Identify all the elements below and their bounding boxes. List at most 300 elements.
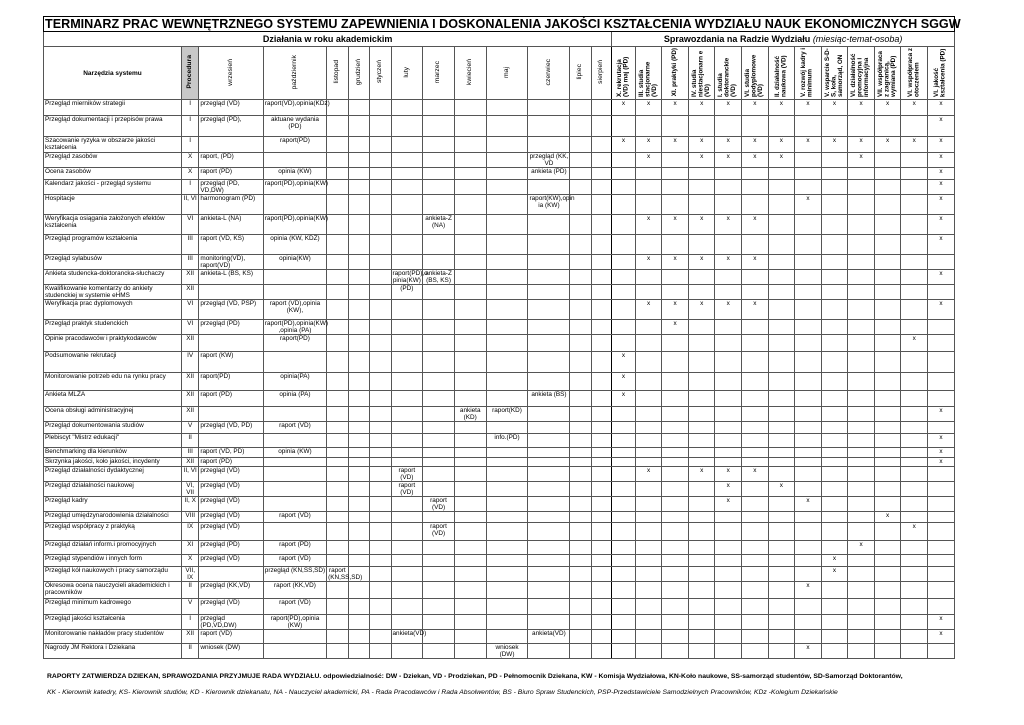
month-cell: ankieta(VD) [391,630,423,644]
report-mark [768,285,795,300]
month-cell [591,467,611,482]
month-cell [454,180,486,195]
procedure-cell: VI, VII [182,482,199,497]
report-mark [662,153,689,168]
month-cell [454,467,486,482]
reports-section-header: Sprawozdania na Radzie Wydziału (miesiąc-temat-osoba) [612,32,955,47]
month-cell [454,100,486,116]
month-cell [391,195,423,215]
report-mark: x [927,153,954,168]
report-mark [662,523,689,541]
month-cell [370,100,391,116]
month-cell [327,541,348,555]
month-cell [570,285,591,300]
report-mark [612,541,636,555]
month-cell: przegląd (VD) [199,512,263,523]
month-cell [348,644,369,659]
month-cell [370,630,391,644]
report-mark [715,270,742,285]
report-mark [715,285,742,300]
report-mark [901,615,928,630]
month-cell [348,541,369,555]
report-mark [768,448,795,458]
procedure-cell: I [182,100,199,116]
report-mark [635,285,662,300]
month-cell [591,320,611,335]
report-mark [901,255,928,270]
report-mark [662,391,689,407]
report-mark [795,458,822,467]
month-cell [370,615,391,630]
month-cell [348,422,369,434]
month-cell: opinia(PA) [263,373,326,391]
month-cell [348,599,369,615]
month-cell: raport(PD) [263,335,326,352]
report-mark [901,541,928,555]
month-cell [327,100,348,116]
month-cell [370,497,391,512]
month-header-9: czerwiec [528,47,570,100]
month-cell [391,168,423,180]
report-mark [612,180,636,195]
report-mark [768,335,795,352]
report-mark [635,195,662,215]
tool-name: Przegląd działań inform.i promocyjnych [44,541,182,555]
month-cell [348,630,369,644]
report-mark [768,270,795,285]
report-mark [688,335,715,352]
month-cell [486,255,528,270]
report-mark [635,512,662,523]
report-mark [662,644,689,659]
report-mark [874,180,901,195]
month-cell [391,567,423,582]
month-cell [348,615,369,630]
month-cell [263,285,326,300]
month-cell [327,599,348,615]
report-mark [874,270,901,285]
month-cell [454,285,486,300]
month-cell [454,497,486,512]
month-cell [370,195,391,215]
month-cell [423,235,455,255]
report-mark [795,523,822,541]
month-cell [348,285,369,300]
month-cell [423,482,455,497]
report-mark [612,644,636,659]
report-mark [821,512,848,523]
procedure-cell: XII [182,407,199,422]
report-mark [688,168,715,180]
report-mark [821,582,848,599]
month-cell [570,116,591,137]
month-cell: ankieta-L (NA) [199,215,263,235]
month-cell [327,235,348,255]
report-mark [635,615,662,630]
report-mark [612,448,636,458]
month-cell [423,285,455,300]
month-cell [348,100,369,116]
report-mark [742,373,769,391]
month-cell [391,599,423,615]
report-mark: x [688,300,715,320]
report-mark [742,630,769,644]
month-cell [570,422,591,434]
month-cell [327,555,348,567]
report-mark [612,320,636,335]
report-mark [874,320,901,335]
tool-name: Przegląd jakości kształcenia [44,615,182,630]
month-cell [423,512,455,523]
month-cell [370,644,391,659]
procedure-cell: X [182,555,199,567]
report-mark [688,523,715,541]
table-row [44,352,955,373]
month-cell: monitoring(VD), raport(VD) [199,255,263,270]
month-cell [423,391,455,407]
report-mark [821,458,848,467]
report-mark: x [612,100,636,116]
month-cell [486,523,528,541]
report-mark [715,434,742,448]
month-cell [370,255,391,270]
tool-name: Ocena zasobów [44,168,182,180]
month-cell [423,180,455,195]
month-cell [591,116,611,137]
report-mark [635,320,662,335]
month-cell [486,482,528,497]
report-mark [635,448,662,458]
month-cell [570,541,591,555]
report-mark [742,599,769,615]
report-mark [927,523,954,541]
month-cell [391,300,423,320]
month-cell [454,567,486,582]
month-cell [454,391,486,407]
month-cell [486,599,528,615]
report-mark [768,116,795,137]
month-cell [454,448,486,458]
report-mark [612,482,636,497]
report-mark [688,482,715,497]
report-mark [742,448,769,458]
month-cell: opinia (KW) [263,168,326,180]
table-row [44,320,955,335]
month-cell [423,255,455,270]
report-mark: x [768,137,795,153]
report-mark [715,458,742,467]
report-mark [742,512,769,523]
procedure-cell: I [182,116,199,137]
report-mark [795,482,822,497]
report-mark [848,215,875,235]
report-mark [715,373,742,391]
month-cell: ankieta-Z (NA) [423,215,455,235]
report-mark [768,615,795,630]
report-mark [901,352,928,373]
report-mark [662,497,689,512]
month-cell [570,482,591,497]
report-mark [768,168,795,180]
table-row [44,335,955,352]
month-cell: przegląd (PD) [199,320,263,335]
report-mark: x [795,137,822,153]
report-mark [795,630,822,644]
month-cell: przegląd (KN,SS,SD) [263,567,326,582]
month-cell [454,335,486,352]
month-cell [570,512,591,523]
report-mark [635,497,662,512]
report-mark [635,168,662,180]
month-cell [263,497,326,512]
report-mark: x [848,153,875,168]
report-mark [901,270,928,285]
report-mark [715,320,742,335]
report-mark [821,373,848,391]
month-cell [348,195,369,215]
report-mark [901,599,928,615]
month-cell [528,422,570,434]
report-mark [768,300,795,320]
report-mark [901,300,928,320]
month-cell [454,644,486,659]
month-cell [486,567,528,582]
report-mark [715,235,742,255]
procedure-cell: XII [182,373,199,391]
report-mark: x [768,153,795,168]
month-cell: raport (VD) [263,555,326,567]
report-mark [662,582,689,599]
report-mark: x [927,448,954,458]
actions-section-header: Działania w roku akademickim [44,32,612,47]
report-mark [848,270,875,285]
month-cell [528,582,570,599]
report-mark [688,644,715,659]
report-mark [901,555,928,567]
month-cell [528,644,570,659]
report-mark: x [927,235,954,255]
month-header-2: listopad [327,47,348,100]
month-cell: raport(PD),opinia (KW) [263,615,326,630]
report-mark [612,467,636,482]
report-mark: x [927,434,954,448]
report-mark [742,555,769,567]
month-cell [486,630,528,644]
report-mark [662,630,689,644]
report-mark [927,555,954,567]
month-cell [348,137,369,153]
month-cell [570,300,591,320]
procedure-cell: VI [182,215,199,235]
report-mark: x [927,168,954,180]
month-cell [370,555,391,567]
month-cell [454,255,486,270]
month-cell [486,215,528,235]
month-cell: przegląd (VD, PSP) [199,300,263,320]
month-cell [391,497,423,512]
month-cell [327,523,348,541]
month-cell [591,335,611,352]
month-cell [528,434,570,448]
table-row [44,285,955,300]
month-cell [391,512,423,523]
table-row [44,180,955,195]
report-mark [821,180,848,195]
month-cell [348,373,369,391]
tool-name: Nagrody JM Rektora i Dziekana [44,644,182,659]
month-cell [391,541,423,555]
report-mark [821,300,848,320]
report-mark [742,195,769,215]
procedure-cell: I [182,615,199,630]
report-mark [635,482,662,497]
report-mark [848,255,875,270]
month-cell [570,270,591,285]
report-mark [688,320,715,335]
tool-name: Opinie pracodawców i praktykodawców [44,335,182,352]
month-cell [591,168,611,180]
tool-name: Przegląd kadry [44,497,182,512]
report-mark [715,615,742,630]
month-cell [370,422,391,434]
report-mark [688,391,715,407]
month-cell: raport (PD) [263,541,326,555]
month-cell [348,168,369,180]
report-mark [901,116,928,137]
report-mark [795,320,822,335]
tool-name: Kwalifikowanie komentarzy do ankiety studenckiej w systemie eHMS [44,285,182,300]
report-mark [715,630,742,644]
month-cell: raport (PD) [199,458,263,467]
report-mark [901,391,928,407]
report-mark: x [927,180,954,195]
month-cell [327,300,348,320]
month-header-1: październik [263,47,326,100]
report-mark: x [635,215,662,235]
report-mark [662,373,689,391]
month-cell [327,335,348,352]
report-mark [768,644,795,659]
month-header-0: wrzesień [199,47,263,100]
report-mark [612,497,636,512]
month-cell [391,458,423,467]
report-mark: x [662,215,689,235]
month-cell [528,512,570,523]
report-mark: x [874,512,901,523]
tool-name: Przegląd dokumentowania studiów [44,422,182,434]
table-row [44,195,955,215]
month-cell [591,180,611,195]
procedure-cell: X [182,153,199,168]
report-mark [742,434,769,448]
month-cell [486,615,528,630]
report-mark [688,352,715,373]
month-cell: raport(PD) [199,373,263,391]
month-cell [263,270,326,285]
table-row [44,567,955,582]
report-mark [688,116,715,137]
month-cell [370,599,391,615]
report-mark [848,300,875,320]
month-cell [528,448,570,458]
report-mark [821,630,848,644]
table-row [44,555,955,567]
report-mark [768,512,795,523]
report-column-header-9: VI. działalność promocyjna i informacyjna [848,47,875,100]
month-cell [570,644,591,659]
report-mark [821,285,848,300]
month-cell [454,137,486,153]
report-mark: x [874,100,901,116]
month-cell: raport (VD) [423,497,455,512]
report-column-header-0: X. rekrutacja (VD) maj (PD) [612,47,636,100]
month-cell [528,100,570,116]
report-mark [715,555,742,567]
report-mark: x [742,153,769,168]
report-mark [768,599,795,615]
report-mark [874,582,901,599]
month-cell [486,352,528,373]
report-mark [635,352,662,373]
report-mark [688,373,715,391]
report-mark: x [927,100,954,116]
report-mark [635,630,662,644]
report-mark [901,644,928,659]
month-cell [370,270,391,285]
month-cell [199,567,263,582]
month-cell [327,615,348,630]
report-mark [742,615,769,630]
month-cell [591,373,611,391]
report-mark [742,352,769,373]
month-cell [327,270,348,285]
report-mark: x [715,100,742,116]
report-mark: x [795,100,822,116]
report-mark [874,541,901,555]
month-cell: przegląd (KK,VD) [199,582,263,599]
report-mark: x [927,407,954,422]
report-mark [688,512,715,523]
month-cell [370,434,391,448]
month-cell [391,116,423,137]
month-cell [327,497,348,512]
report-mark [795,615,822,630]
procedure-cell: II, X [182,497,199,512]
report-column-header-12: VI. jakość kształcenia (PD) [927,47,954,100]
report-mark [742,116,769,137]
month-cell [348,391,369,407]
month-cell [348,255,369,270]
report-mark [927,352,954,373]
report-mark: x [901,137,928,153]
report-mark: x [795,497,822,512]
report-mark [612,153,636,168]
month-cell [348,116,369,137]
report-mark [715,168,742,180]
month-cell: raport (VD) [423,523,455,541]
report-mark [874,448,901,458]
procedure-cell: II [182,644,199,659]
report-mark [612,215,636,235]
report-mark [927,482,954,497]
report-mark: x [612,137,636,153]
report-mark [742,422,769,434]
report-mark [612,512,636,523]
report-mark [715,195,742,215]
report-mark: x [715,497,742,512]
procedure-cell: I [182,180,199,195]
report-mark [874,422,901,434]
